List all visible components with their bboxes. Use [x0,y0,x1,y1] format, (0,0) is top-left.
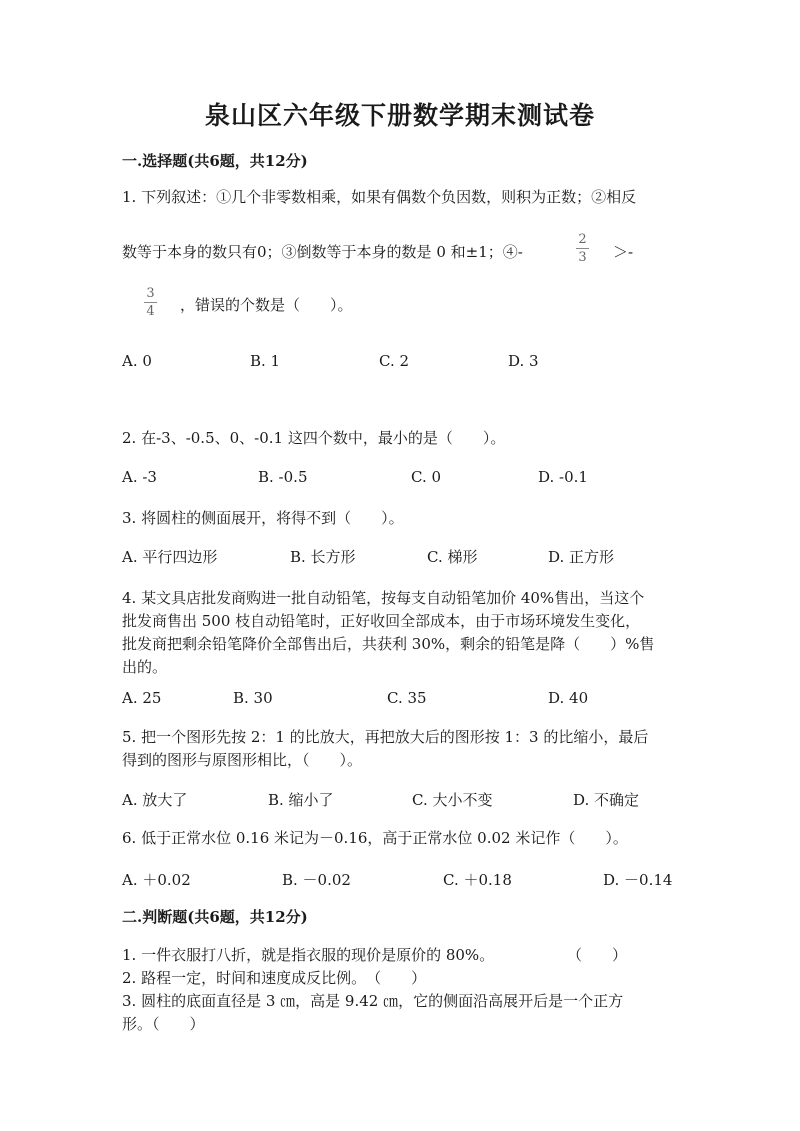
q1-option-d[interactable]: D. 3 [508,352,539,370]
judgement-3-line-2: 形。（ ） [122,1015,205,1033]
question-4-line-4: 出的。 [122,658,168,676]
question-5-line-1: 5. 把一个图形先按 2：1 的比放大，再把放大后的图形按 1：3 的比缩小，最后 [122,728,649,746]
question-5-line-2: 得到的图形与原图形相比，（ ）。 [122,751,363,769]
question-6: 6. 低于正常水位 0.16 米记为－0.16，高于正常水位 0.02 米记作（ ）。 [122,829,628,847]
fraction-numerator: 2 [578,232,587,247]
greater-than-sign: ＞- [613,243,634,261]
judgement-1: 1. 一件衣服打八折，就是指衣服的现价是原价的 80%。 [122,946,495,964]
q6-option-b[interactable]: B. －0.02 [282,871,351,889]
question-1-line-3: ，错误的个数是（ ）。 [180,296,353,314]
fraction-three-quarters [144,286,157,319]
q6-option-c[interactable]: C. ＋0.18 [443,871,512,889]
q3-option-a[interactable]: A. 平行四边形 [122,548,218,566]
section-heading-judgement: 二.判断题(共6题，共12分) [122,908,308,926]
fraction-bar [576,248,589,249]
judgement-2: 2. 路程一定，时间和速度成反比例。 （ ） [122,969,427,987]
q6-option-d[interactable]: D. －0.14 [603,871,673,889]
fraction-two-thirds [576,232,589,265]
q1-option-b[interactable]: B. 1 [250,352,281,370]
q3-option-d[interactable]: D. 正方形 [548,548,615,566]
q4-option-c[interactable]: C. 35 [387,689,427,707]
q2-option-d[interactable]: D. -0.1 [538,468,588,486]
q1-option-a[interactable]: A. 0 [122,352,152,370]
q5-option-c[interactable]: C. 大小不变 [412,791,493,809]
q5-option-d[interactable]: D. 不确定 [573,791,640,809]
question-4-line-1: 4. 某文具店批发商购进一批自动铅笔，按每支自动铅笔加价 40%售出，当这个 [122,589,645,607]
question-3: 3. 将圆柱的侧面展开，将得不到（ ）。 [122,509,404,527]
fraction-bar [144,302,157,303]
judgement-1-blank[interactable]: （ ） [567,946,628,964]
question-4-line-3: 批发商把剩余铅笔降价全部售出后，共获利 30%，剩余的铅笔是降（ ）%售 [122,635,655,653]
q5-option-b[interactable]: B. 缩小了 [268,791,334,809]
q1-option-c[interactable]: C. 2 [379,352,410,370]
q5-option-a[interactable]: A. 放大了 [122,791,188,809]
q6-option-a[interactable]: A. ＋0.02 [122,871,191,889]
q4-option-b[interactable]: B. 30 [233,689,273,707]
judgement-3-line-1: 3. 圆柱的底面直径是 3 ㎝，高是 9.42 ㎝，它的侧面沿高展开后是一个正方 [122,992,624,1010]
page-title: 泉山区六年级下册数学期末测试卷 [204,101,595,130]
q3-option-b[interactable]: B. 长方形 [290,548,356,566]
fraction-denominator: 4 [146,304,155,319]
question-1-line-2: 数等于本身的数只有0；③倒数等于本身的数是 0 和±1；④- [122,243,523,261]
question-4-line-2: 批发商售出 500 枝自动铅笔时，正好收回全部成本，由于市场环境发生变化， [122,612,641,630]
question-1-line-1: 1. 下列叙述：①几个非零数相乘，如果有偶数个负因数，则积为正数；②相反 [122,188,637,206]
section-heading-choice: 一.选择题(共6题，共12分) [122,152,308,170]
fraction-denominator: 3 [578,250,587,265]
fraction-numerator: 3 [146,286,155,301]
q2-option-a[interactable]: A. -3 [122,468,157,486]
question-2: 2. 在-3、-0.5、0、-0.1 这四个数中，最小的是（ ）。 [122,429,506,447]
q4-option-a[interactable]: A. 25 [122,689,162,707]
q3-option-c[interactable]: C. 梯形 [427,548,478,566]
q4-option-d[interactable]: D. 40 [548,689,589,707]
q2-option-b[interactable]: B. -0.5 [258,468,308,486]
q2-option-c[interactable]: C. 0 [411,468,442,486]
